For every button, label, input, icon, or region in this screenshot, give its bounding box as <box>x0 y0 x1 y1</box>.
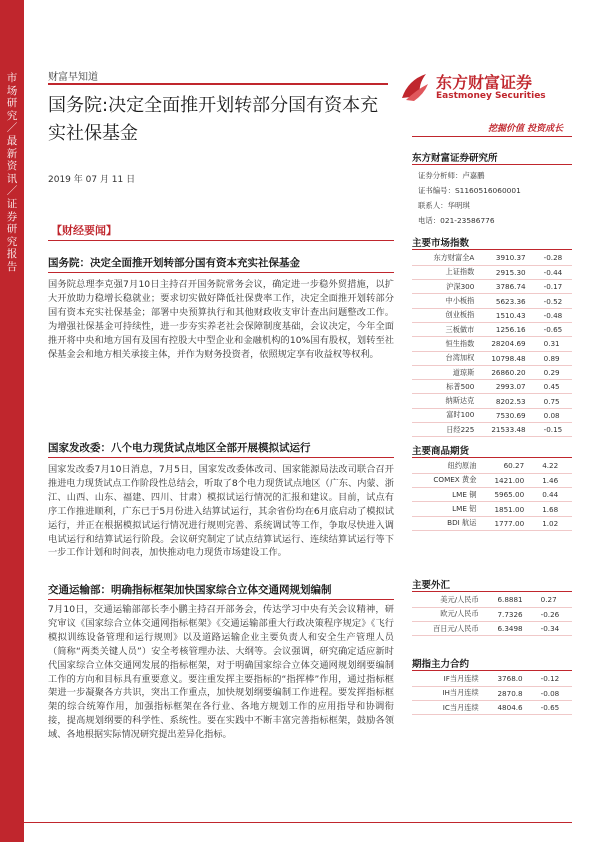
commodity-table <box>412 459 572 531</box>
index-value: 2915.30 <box>476 265 527 279</box>
index-name: 标普500 <box>412 380 476 394</box>
table-row <box>412 408 572 422</box>
news-badge: 【财经要闻】 <box>51 224 117 237</box>
index-change: -0.65 <box>528 322 572 336</box>
index-change: 0.08 <box>528 408 572 422</box>
table-row <box>412 423 572 437</box>
news-body-1: 国务院总理李克强7月10日主持召开国务院常务会议，确定进一步稳外贸措施，以扩大开放助力稳增长稳就业；要求切实做好降低社保费率工作，决定全面推开划转部分国有资本充实社保基金；部署中央预算执行和其他财政收支审计查出问题整改工作。为增强社保基金可持续性，进一步夯实养老社会保障制度基础，会议决定，今年全面推开将中央和地方国有及国有控股大中型企业和金融机构的10%国有股权，划转至社保基金会和地方相关承接主体，并作为财务投资者，依照规定享有收益权等权利。 <box>48 279 394 360</box>
table-row <box>412 322 572 336</box>
commodity-rule <box>412 457 572 458</box>
futures-rule <box>412 670 572 671</box>
brand-logo <box>398 70 568 110</box>
futures-change: -0.65 <box>525 701 572 715</box>
index-name: 沪深300 <box>412 280 476 294</box>
index-value: 1256.16 <box>476 322 527 336</box>
commodity-value: 1777.00 <box>478 516 526 530</box>
index-value: 28204.69 <box>476 337 527 351</box>
table-row <box>412 380 572 394</box>
table-row <box>412 308 572 322</box>
index-name: 中小板指 <box>412 294 476 308</box>
table-row <box>412 701 572 715</box>
index-change: -0.52 <box>528 294 572 308</box>
table-row <box>412 607 572 621</box>
index-change: -0.44 <box>528 265 572 279</box>
fx-rate: 7.7326 <box>481 607 525 621</box>
futures-table <box>412 672 572 715</box>
index-change: 0.75 <box>528 394 572 408</box>
index-name: 创业板指 <box>412 308 476 322</box>
research-heading: 东方财富证券研究所 <box>412 153 498 164</box>
index-value: 26860.20 <box>476 365 527 379</box>
fx-change: -0.26 <box>525 607 572 621</box>
analyst-line: 证券分析师：卢嘉鹏 <box>418 171 485 180</box>
index-value: 1510.43 <box>476 308 527 322</box>
index-name: 日经225 <box>412 423 476 437</box>
commodity-change: 1.02 <box>526 516 572 530</box>
futures-contract: IF当月连续 <box>412 672 481 686</box>
table-row <box>412 351 572 365</box>
commodity-value: 1851.00 <box>478 502 526 516</box>
futures-heading: 期指主力合约 <box>412 659 470 670</box>
index-change: 0.29 <box>528 365 572 379</box>
market-index-heading: 主要市场指数 <box>412 238 470 249</box>
table-row <box>412 265 572 279</box>
research-heading-rule <box>412 164 572 165</box>
commodity-name: LME 铜 <box>412 488 478 502</box>
series-label: 财富早知道 <box>48 72 98 83</box>
page-title: 国务院:决定全面推开划转部分国有资本充实社保基金 <box>48 95 379 144</box>
index-name: 上证指数 <box>412 265 476 279</box>
side-banner-text: 市场研究／最新资讯／证券研究报告 <box>6 72 18 273</box>
news-heading-1: 国务院：决定全面推开划转部分国有资本充实社保基金 <box>48 257 300 269</box>
futures-contract: IC当月连续 <box>412 701 481 715</box>
index-name: 台湾加权 <box>412 351 476 365</box>
commodity-change: 0.44 <box>526 488 572 502</box>
index-value: 2993.07 <box>476 380 527 394</box>
news-rule-3 <box>48 599 394 600</box>
table-row <box>412 294 572 308</box>
index-value: 5623.36 <box>476 294 527 308</box>
futures-change: -0.08 <box>525 686 572 700</box>
index-value: 21533.48 <box>476 423 527 437</box>
commodity-change: 4.22 <box>526 459 572 473</box>
commodity-value: 1421.00 <box>478 473 526 487</box>
phone-line: 电话：021-23586776 <box>418 216 495 225</box>
table-row <box>412 488 572 502</box>
index-name: 富时100 <box>412 408 476 422</box>
index-name: 纳斯达克 <box>412 394 476 408</box>
fx-rate: 6.3498 <box>481 622 525 636</box>
news-heading-2: 国家发改委：八个电力现货试点地区全部开展模拟试运行 <box>48 442 311 454</box>
header-divider <box>48 83 388 85</box>
news-body-3: 7月10日，交通运输部部长李小鹏主持召开部务会，传达学习中央有关会议精神，研究审议《国家综合立体交通网指标框架》《交通运输部重大行政决策程序规定》《飞行模拟训练设备管理和运行规则》以及道路运输企业主要负责人和安全生产管理人员（简称“两类关键人员”）安全考核管理办法、大纲等。会议强调，研究确定适应新时代国家综合立体交通网发展的指标框架，对于明确国家综合立体交通网规划纲要编制工作的方向和目标具有重要意义。要注重发挥主要指标的“指挥棒”作用，通过指标框架进一步凝聚各方共识，突出工作重点，加快规划纲要编制工作进程。要发挥指标框架的综合统筹作用，加强指标框架在各行业、各地方规划工作的应用指导和协调衔接，提高规划纲要的科学性、系统性。要在实践中不断丰富完善指标框架，鼓励各领域、各地根据实际情况研究提出差异化指标。 <box>48 604 394 741</box>
certificate-line: 证书编号：S1160516060001 <box>418 186 521 195</box>
index-value: 3786.74 <box>476 280 527 294</box>
index-value: 3910.37 <box>476 251 527 265</box>
table-row <box>412 337 572 351</box>
table-row <box>412 622 572 636</box>
news-rule-1 <box>48 272 394 273</box>
fx-change: -0.34 <box>525 622 572 636</box>
fx-rate: 6.8881 <box>481 593 525 607</box>
market-index-rule <box>412 249 572 250</box>
table-row <box>412 686 572 700</box>
table-row <box>412 502 572 516</box>
index-change: -0.15 <box>528 423 572 437</box>
index-change: 0.31 <box>528 337 572 351</box>
commodity-value: 5965.00 <box>478 488 526 502</box>
futures-price: 4804.6 <box>481 701 525 715</box>
futures-price: 3768.0 <box>481 672 525 686</box>
table-row <box>412 593 572 607</box>
table-row <box>412 459 572 473</box>
index-change: -0.28 <box>528 251 572 265</box>
news-badge-box <box>48 222 394 241</box>
table-row <box>412 251 572 265</box>
table-row <box>412 365 572 379</box>
index-change: -0.48 <box>528 308 572 322</box>
fx-table <box>412 593 572 636</box>
table-row <box>412 672 572 686</box>
commodity-name: LME 铝 <box>412 502 478 516</box>
table-row <box>412 516 572 530</box>
index-name: 三板做市 <box>412 322 476 336</box>
index-name: 东方财富全A <box>412 251 476 265</box>
index-change: 0.45 <box>528 380 572 394</box>
commodity-name: 纽约原油 <box>412 459 478 473</box>
brand-mark-icon <box>398 70 432 104</box>
table-row <box>412 473 572 487</box>
futures-contract: IH当月连续 <box>412 686 481 700</box>
sidebar-top-divider <box>412 136 572 137</box>
brand-slogan: 挖掘价值 投资成长 <box>488 124 564 134</box>
fx-heading: 主要外汇 <box>412 580 451 591</box>
contact-line: 联系人：华明琪 <box>418 201 470 210</box>
news-heading-3: 交通运输部：明确指标框架加快国家综合立体交通网规划编制 <box>48 584 332 596</box>
fx-pair: 欧元/人民币 <box>412 607 481 621</box>
index-name: 恒生指数 <box>412 337 476 351</box>
news-body-2: 国家发改委7月10日消息，7月5日，国家发改委体改司、国家能源局法改司联合召开推进电力现货试点工作阶段性总结会，听取了8个电力现货试点地区（广东、内蒙、浙江、山西、山东、福建、四川、甘肃）模拟试运行情况的汇报和建议。目前，试点有序工作推进顺利，广东已于5月份进入结算试运行，其余省份均在6月底启动了模拟试运行，并正在根据模拟试运行情况进行规则完善、系统调试等工作，争取尽快进入调电试运行和结算试运行阶段。会议研究制定了试点结算试运行、连续结算试运行等下一步工作计划和时间表，加快推动电力现货市场建设工作。 <box>48 464 394 559</box>
futures-change: -0.12 <box>525 672 572 686</box>
futures-price: 2870.8 <box>481 686 525 700</box>
news-rule-2 <box>48 457 394 458</box>
commodity-name: BDI 航运 <box>412 516 478 530</box>
fx-pair: 美元/人民币 <box>412 593 481 607</box>
commodity-change: 1.68 <box>526 502 572 516</box>
index-value: 8202.53 <box>476 394 527 408</box>
commodity-change: 1.46 <box>526 473 572 487</box>
index-change: -0.17 <box>528 280 572 294</box>
index-value: 10798.48 <box>476 351 527 365</box>
fx-rule <box>412 591 572 592</box>
table-row <box>412 394 572 408</box>
commodity-value: 60.27 <box>478 459 526 473</box>
report-date: 2019 年 07 月 11 日 <box>48 175 136 185</box>
index-value: 7530.69 <box>476 408 527 422</box>
fx-change: 0.27 <box>525 593 572 607</box>
market-index-table <box>412 251 572 437</box>
fx-pair: 百日元/人民币 <box>412 622 481 636</box>
commodity-name: COMEX 黄金 <box>412 473 478 487</box>
index-name: 道琼斯 <box>412 365 476 379</box>
table-row <box>412 280 572 294</box>
index-change: 0.89 <box>528 351 572 365</box>
commodity-heading: 主要商品期货 <box>412 446 470 457</box>
footer-divider <box>24 822 572 823</box>
brand-name-en: Eastmoney Securities <box>436 91 546 101</box>
brand-name-cn: 东方财富证券 <box>436 73 533 92</box>
